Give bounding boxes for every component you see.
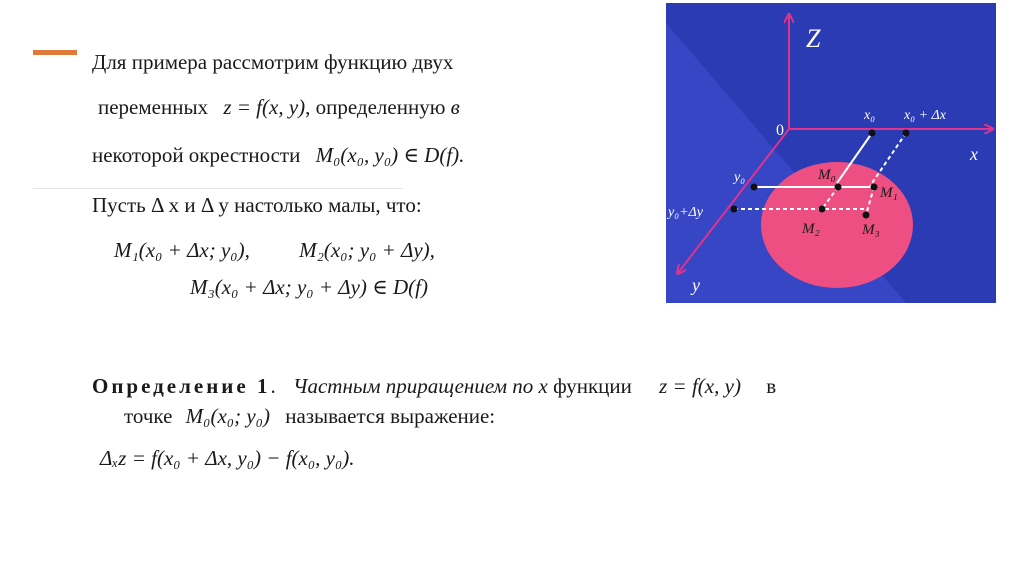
definition-line-2: [124, 406, 495, 427]
y0dy-label: y₀+Δy: [668, 205, 703, 220]
y-axis-label: y: [692, 275, 700, 295]
diagram-svg: [666, 3, 996, 303]
definition-text-after: функции: [553, 374, 632, 398]
definition-italic-text: Частным приращением по x: [292, 374, 548, 398]
definition-formula: z = f(x, y): [659, 374, 741, 398]
m1-point: [871, 184, 878, 191]
divider-line: [33, 188, 403, 189]
origin-label: 0: [776, 122, 784, 139]
definition-expression: [100, 448, 355, 469]
coordinate-diagram: [666, 3, 996, 303]
definition-point-formula: M₀(x₀; y₀): [185, 404, 270, 428]
intro-line-4: [92, 195, 422, 216]
m2-formula: M₂(x₀; y₀ + Δy),: [299, 238, 435, 262]
neighborhood-disk: [761, 162, 913, 288]
y0dy-point: [731, 206, 738, 213]
points-line-1: [114, 240, 435, 261]
partial-increment-expression: Δₓz = f(x₀ + Δx, y₀) − f(x₀, y₀).: [100, 446, 355, 470]
y0-point: [751, 184, 758, 191]
intro-line-4-text: Пусть Δ x и Δ y настолько малы, что:: [92, 193, 422, 217]
intro-line-2-suffix-italic: в: [450, 95, 460, 119]
definition-text-in: в: [766, 374, 777, 398]
intro-line-1: [92, 52, 453, 73]
m1-label: M₁: [880, 185, 898, 201]
function-formula: z = f(x, y): [223, 95, 306, 119]
m3-formula: M₃(x₀ + Δx; y₀ + Δy) ∈ D(f): [190, 275, 428, 299]
x0dx-label: x₀ + Δx: [904, 108, 946, 123]
definition-line-2-suffix: называется выражение:: [285, 404, 496, 428]
m3-label: M₃: [862, 222, 880, 238]
definition-line-1: [92, 376, 776, 397]
m0-label: M₀: [818, 167, 836, 183]
intro-line-2: [98, 97, 460, 118]
x0dx-point: [903, 130, 910, 137]
m0-point: [835, 184, 842, 191]
definition-line-2-prefix: точке: [124, 404, 173, 428]
definition-label: Определение 1: [92, 374, 271, 398]
m2-label: M₂: [802, 221, 820, 237]
intro-line-1-text: Для примера рассмотрим функцию двух: [92, 50, 454, 74]
intro-line-3: [92, 145, 464, 166]
x-axis-label: x: [970, 144, 978, 164]
y0-label: y₀: [734, 170, 746, 185]
x0-point: [869, 130, 876, 137]
points-line-2: [190, 277, 428, 298]
z-axis-label: Z: [806, 24, 821, 53]
definition-label-period: .: [270, 374, 276, 398]
accent-dash: [33, 50, 77, 55]
intro-line-2-prefix: переменных: [98, 95, 209, 119]
x0-label: x₀: [864, 108, 876, 123]
intro-line-2-suffix: , определенную: [305, 95, 451, 119]
intro-line-3-prefix: некоторой окрестности: [92, 143, 301, 167]
m0-formula: M₀(x₀, y₀) ∈ D(f).: [315, 143, 465, 167]
m3-point: [863, 212, 870, 219]
m1-formula: M₁(x₀ + Δx; y₀),: [114, 238, 250, 262]
m2-point: [819, 206, 826, 213]
